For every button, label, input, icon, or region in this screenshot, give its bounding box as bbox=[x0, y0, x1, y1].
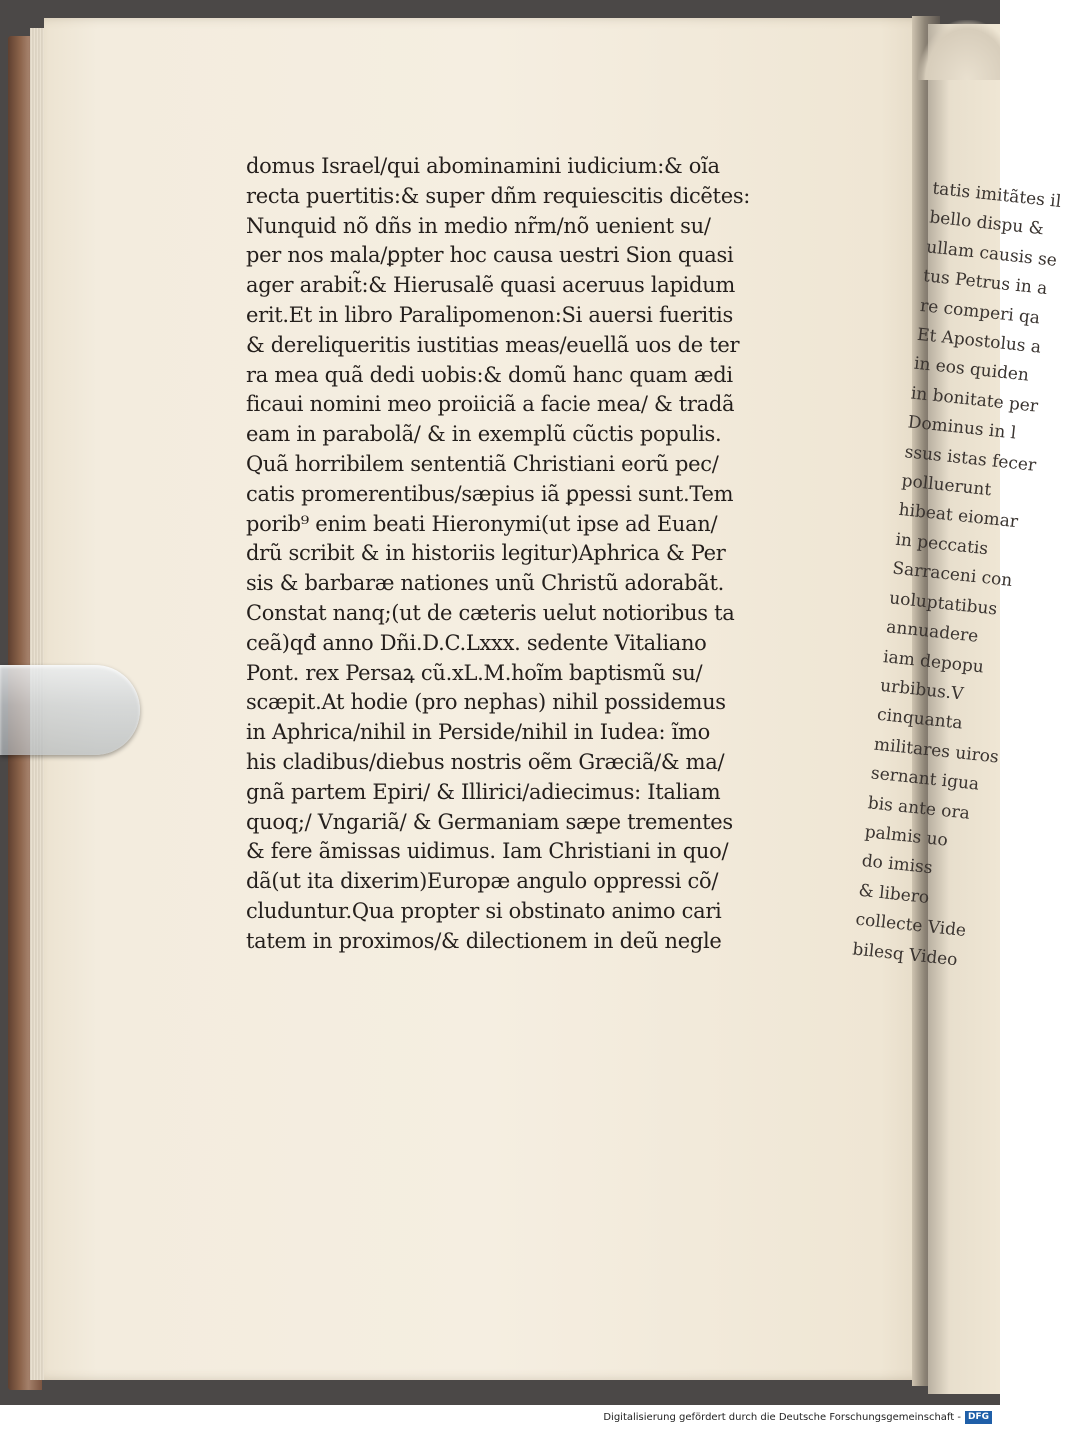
text-line: quoq;/ Vngariã/ & Germaniam sæpe trementes bbox=[246, 809, 733, 834]
text-line: ceã)qđ anno Dñi.D.C.Lxxx. sedente Vitaliano bbox=[246, 630, 707, 655]
facing-text-line: collecte Vide bbox=[854, 909, 967, 942]
text-line: drũ scribit & in historiis legitur)Aphrica & Per bbox=[246, 541, 726, 566]
facing-text-line: bilesq Video bbox=[851, 938, 959, 970]
digitization-credit: Digitalisierung gefördert durch die Deutsche Forschungsgemeinschaft - bbox=[603, 1412, 961, 1423]
facing-text-line: bis ante ora bbox=[866, 792, 971, 824]
facing-text-line: in peccatis bbox=[894, 529, 990, 560]
facing-text-line: re comperi qa bbox=[919, 295, 1042, 329]
facing-text-line: Et Apostolus a bbox=[916, 324, 1042, 358]
facing-text-line: bello dispu & bbox=[928, 207, 1045, 240]
facing-text-line: Sarraceni con bbox=[891, 558, 1014, 592]
page-clip bbox=[0, 665, 140, 755]
facing-text-line: in eos quiden bbox=[913, 354, 1030, 387]
text-line: gnã partem Epiri/ & Illirici/adiecimus: Italiam bbox=[246, 779, 721, 804]
text-line: ager arabit̃:& Hierusalẽ quasi aceruus lapidum bbox=[246, 273, 736, 298]
facing-text-line: in bonitate per bbox=[909, 383, 1039, 417]
text-line: Quã horribilem sententiã Christiani eorũ pec/ bbox=[246, 451, 719, 476]
facing-text-line: ssus istas fecer bbox=[903, 441, 1038, 476]
text-line: & fere ãmissas uidimus. Iam Christiani in quo/ bbox=[246, 839, 729, 864]
text-line: in Aphrica/nihil in Perside/nihil in Iudea: ĩmo bbox=[246, 720, 710, 745]
facing-text-line: & libero bbox=[857, 880, 931, 908]
text-line: porib⁹ enim beati Hieronymi(ut ipse ad Euan/ bbox=[246, 511, 718, 536]
text-line: sis & barbaræ nationes unũ Christũ adorabãt. bbox=[246, 571, 725, 596]
text-line: per nos mala/ꝑpter hoc causa uestri Sion quasi bbox=[246, 243, 734, 268]
facing-text-line: uoluptatibus bbox=[888, 588, 999, 620]
facing-page bbox=[851, 24, 1063, 1394]
facing-text-line: do imiss bbox=[860, 851, 934, 879]
text-line: recta puertitis:& super dñm requiescitis dicẽtes: bbox=[246, 183, 751, 208]
facing-text-line: ullam causis se bbox=[925, 237, 1058, 271]
facing-text-line: urbibus.V bbox=[879, 675, 965, 705]
dfg-logo: DFG bbox=[965, 1411, 992, 1424]
text-line: scæpit.At hodie (pro nephas) nihil possidemus bbox=[246, 690, 726, 715]
main-text-block bbox=[246, 152, 866, 957]
footer-bar bbox=[0, 1405, 1000, 1431]
text-line: ra mea quã dedi uobis:& domũ hanc quam ædi bbox=[246, 362, 733, 387]
text-line: dã(ut ita dixerim)Europæ angulo oppressi cõ/ bbox=[246, 869, 719, 894]
text-line: Nunquid nõ dñs in medio nr̃m/nõ uenient su/ bbox=[246, 213, 711, 238]
text-line: Pont. rex Persaꝝ cũ.xL.M.hoĩm baptismũ su/ bbox=[246, 660, 703, 685]
facing-text-line: polluerunt bbox=[900, 471, 993, 501]
facing-text-line: cinquanta bbox=[876, 705, 964, 734]
text-line: tatem in proximos/& dilectionem in deũ negle bbox=[246, 928, 722, 953]
facing-text-line: iam depopu bbox=[882, 646, 985, 677]
text-line: erit.Et in libro Paralipomenon:Si auersi fueritis bbox=[246, 302, 733, 327]
text-line: ficaui nomini meo proiiciã a facie mea/ & tradã bbox=[246, 392, 735, 417]
facing-text-line: annuadere bbox=[885, 617, 980, 647]
text-line: Constat nanq;(ut de cæteris uelut notioribus ta bbox=[246, 600, 735, 625]
facing-text-line: sernant igua bbox=[869, 763, 981, 795]
text-line: his cladibus/diebus nostris oẽm Græciã/& ma/ bbox=[246, 749, 725, 774]
facing-page-curl bbox=[918, 20, 1000, 80]
facing-text-line: tatis imitãtes il bbox=[931, 178, 1063, 213]
text-line: eam in parabolã/ & in exemplũ cũctis populis. bbox=[246, 422, 722, 447]
facing-text-line: militares uiros bbox=[873, 734, 1000, 768]
facing-text-line: Dominus in l bbox=[906, 412, 1018, 444]
facing-text-line: hibeat eiomar bbox=[897, 500, 1019, 533]
text-line: catis promerentibus/sæpius iã ꝑpessi sunt.Tem bbox=[246, 481, 734, 506]
text-line: cluduntur.Qua propter si obstinato animo cari bbox=[246, 898, 722, 923]
facing-text-line: palmis uo bbox=[863, 821, 949, 851]
text-line: domus Israel/qui abominamini iudicium:& oĩa bbox=[246, 154, 720, 178]
text-line: & dereliqueritis iustitias meas/euellã uos de ter bbox=[246, 332, 740, 357]
facing-text-line: tus Petrus in a bbox=[922, 266, 1049, 300]
